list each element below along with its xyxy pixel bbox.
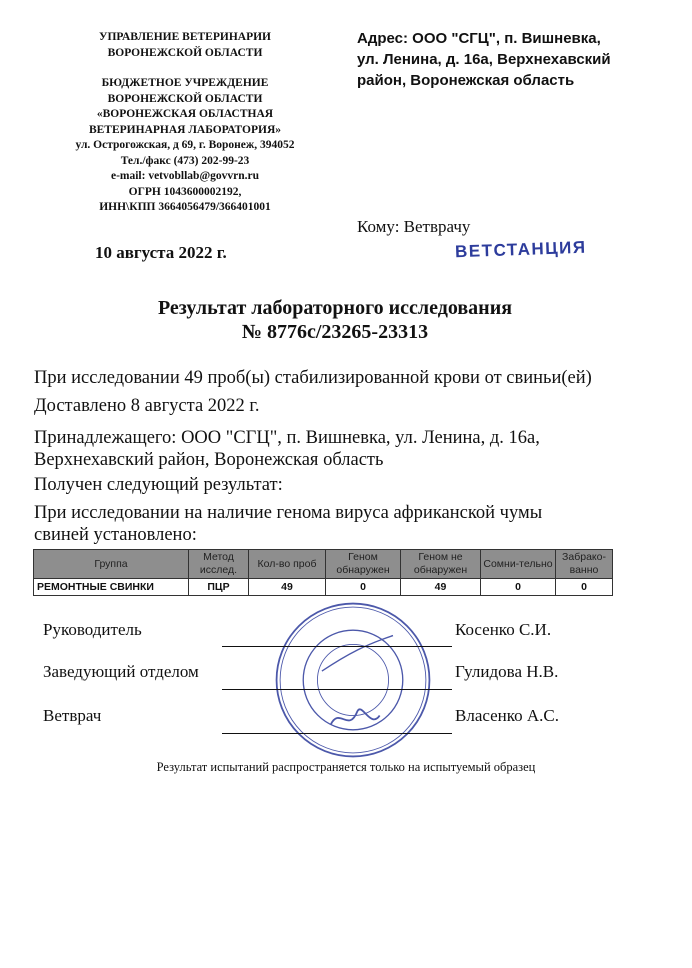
signature-role: Заведующий отделом [43,662,199,681]
column-header: Кол-во проб [249,550,326,579]
cell-doubtful: 0 [481,579,556,596]
cell-detected: 0 [326,579,401,596]
header-line: «ВОРОНЕЖСКАЯ ОБЛАСТНАЯ [96,108,274,120]
title-line: Результат лабораторного исследования [157,297,513,319]
official-seal [258,600,448,760]
header-line: ВОРОНЕЖСКОЙ ОБЛАСТИ [107,46,263,59]
issuer-header [40,30,330,216]
header-line: ул. Острогожская, д 69, г. Воронеж, 394052 [75,139,295,151]
header-line: e-mail: vetvobllab@govvrn.ru [110,170,260,182]
column-header: Метод исслед. [189,550,249,579]
recipient: Кому: Ветврачу [357,217,471,236]
document-title [0,296,670,344]
body-line: Доставлено 8 августа 2022 г. [34,396,260,416]
body-line: Принадлежащего: ООО "СГЦ", п. Вишневка, ул. Ленина, д. 16а, [34,428,540,448]
body-line: свиней установлено: [34,525,197,545]
header-line: Тел./факс (473) 202-99-23 [120,154,250,167]
body-line: Верхнехавский район, Воронежская область [34,450,384,470]
results-table [33,549,613,596]
header-line: ВОРОНЕЖСКОЙ ОБЛАСТИ [107,92,263,105]
body-line: При исследовании на наличие генома вируса африканской чумы [34,503,543,523]
cell-not-detected: 49 [401,579,481,596]
signature-role: Руководитель [43,620,142,639]
cell-group: РЕМОНТНЫЕ СВИНКИ [34,579,189,596]
signature-name: Гулидова Н.В. [455,662,559,681]
signature-scribble [331,709,380,724]
footer-note: Результат испытаний распространяется только на испытуемый образец [156,760,536,774]
column-header: Группа [34,550,189,579]
station-stamp: ВЕТСТАНЦИЯ [454,237,587,262]
body-line: Получен следующий результат: [34,475,283,495]
column-header: Сомни-тельно [481,550,556,579]
header-line: УПРАВЛЕНИЕ ВЕТЕРИНАРИИ [99,31,271,43]
document-number: № 8776с/23265-23313 [241,321,429,343]
header-line: ВЕТЕРИНАРНАЯ ЛАБОРАТОРИЯ» [88,123,282,136]
column-header: Забрако-ванно [556,550,613,579]
cell-method: ПЦР [189,579,249,596]
signature-role: Ветврач [43,706,102,725]
table-row [34,579,613,596]
header-line: БЮДЖЕТНОЕ УЧРЕЖДЕНИЕ [101,77,269,89]
body-line: При исследовании 49 проб(ы) стабилизированной крови от свиньи(ей) [34,368,592,388]
address-line: ул. Ленина, д. 16а, Верхнехавский [357,51,611,68]
cell-samples: 49 [249,579,326,596]
signature-line [222,646,452,647]
document-date: 10 августа 2022 г. [95,243,227,262]
column-header: Геном не обнаружен [401,550,481,579]
cell-rejected: 0 [556,579,613,596]
recipient-address [357,28,611,91]
signature-name: Косенко С.И. [455,620,552,639]
address-line: район, Воронежская область [357,72,575,89]
spacer [40,61,330,76]
header-line: ОГРН 1043600002192, [128,185,242,198]
table-header-row [34,550,613,579]
column-header: Геном обнаружен [326,550,401,579]
signature-line [222,689,452,690]
signature-name: Власенко А.С. [455,706,560,725]
address-line: Адрес: ООО "СГЦ", п. Вишневка, [357,30,601,47]
signature-line [222,733,452,734]
header-line: ИНН\КПП 3664056479/366401001 [99,201,271,213]
